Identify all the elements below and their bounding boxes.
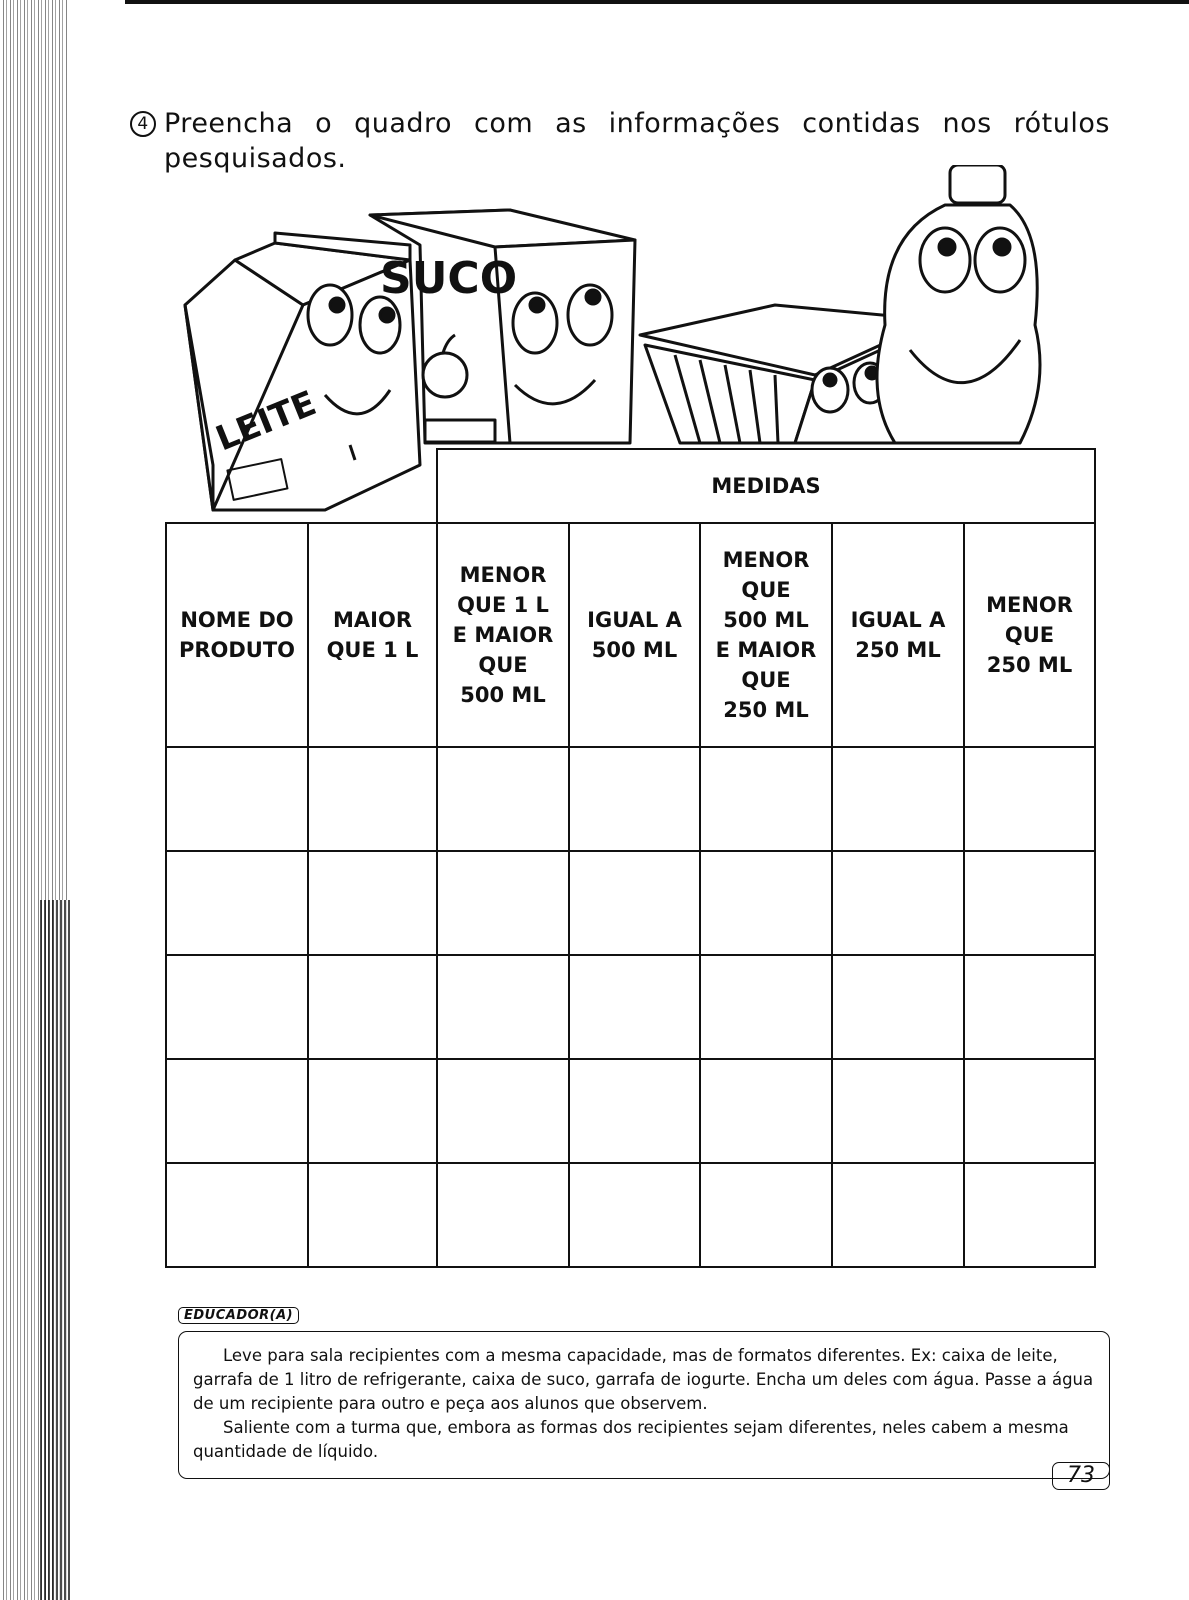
empty-cell[interactable] [437, 851, 569, 955]
empty-cell[interactable] [832, 1059, 964, 1163]
empty-cell[interactable] [832, 851, 964, 955]
col-header-equal-250ml: IGUAL A 250 ML [832, 523, 964, 747]
empty-cell[interactable] [166, 851, 308, 955]
bottle-character [877, 165, 1040, 443]
col-header-product-name: NOME DO PRODUTO [166, 523, 308, 747]
question-word: as [555, 108, 587, 139]
empty-cell[interactable] [308, 851, 437, 955]
empty-cell[interactable] [964, 1059, 1095, 1163]
empty-cell[interactable] [166, 1163, 308, 1267]
col-header-less-250ml: MENOR QUE 250 ML [964, 523, 1095, 747]
educator-paragraph-1: Leve para sala recipientes com a mesma capacidade, mas de formatos diferentes. Ex: caixa de leite, garrafa de 1 litro de refrigerante, caixa de suco, garrafa de iogurte. Encha um deles com água. Passe a água de um recipiente para outro e peça aos alunos que observem. [193, 1346, 1094, 1413]
empty-cell[interactable] [166, 955, 308, 1059]
table-row [166, 747, 1095, 851]
empty-cell[interactable] [964, 955, 1095, 1059]
empty-cell[interactable] [700, 955, 832, 1059]
table-row [166, 1059, 1095, 1163]
empty-cell[interactable] [832, 1163, 964, 1267]
page-number: 73 [1052, 1462, 1110, 1490]
empty-cell[interactable] [832, 747, 964, 851]
blank-corner [166, 449, 437, 523]
educator-paragraph-2: Saliente com a turma que, embora as formas dos recipientes sejam diferentes, neles cabem a mesma quantidade de líquido. [193, 1418, 1069, 1461]
empty-cell[interactable] [437, 955, 569, 1059]
question-word: rótulos [1013, 108, 1110, 139]
empty-cell[interactable] [166, 747, 308, 851]
empty-cell[interactable] [166, 1059, 308, 1163]
empty-cell[interactable] [700, 851, 832, 955]
educator-note [178, 1331, 1110, 1479]
question-word: informações [608, 108, 781, 139]
col-header-greater-1l: MAIOR QUE 1 L [308, 523, 437, 747]
empty-cell[interactable] [569, 851, 700, 955]
empty-cell[interactable] [700, 747, 832, 851]
question-word: quadro [354, 108, 453, 139]
question-line-2: pesquisados. [164, 143, 347, 174]
top-rule [125, 0, 1189, 4]
col-header-between-1l-500ml: MENOR QUE 1 L E MAIOR QUE 500 ML [437, 523, 569, 747]
empty-cell[interactable] [437, 747, 569, 851]
question-word: nos [942, 108, 992, 139]
measurements-table [165, 448, 1096, 1268]
juice-label: SUCO [380, 253, 518, 304]
scan-binding-shadow [40, 900, 70, 1600]
empty-cell[interactable] [308, 955, 437, 1059]
empty-cell[interactable] [832, 955, 964, 1059]
question-word: o [315, 108, 333, 139]
empty-cell[interactable] [437, 1059, 569, 1163]
empty-cell[interactable] [308, 1059, 437, 1163]
table-row [166, 1163, 1095, 1267]
empty-cell[interactable] [308, 747, 437, 851]
milk-label: LEITE [210, 383, 322, 460]
empty-cell[interactable] [700, 1163, 832, 1267]
empty-cell[interactable] [700, 1059, 832, 1163]
empty-cell[interactable] [964, 1163, 1095, 1267]
empty-cell[interactable] [569, 1163, 700, 1267]
empty-cell[interactable] [569, 955, 700, 1059]
empty-cell[interactable] [964, 747, 1095, 851]
medidas-header: MEDIDAS [437, 449, 1095, 523]
empty-cell[interactable] [569, 747, 700, 851]
question-word: Preencha [164, 108, 294, 139]
column-header-row [166, 523, 1095, 747]
question-line-1 [130, 108, 1110, 139]
question-word: com [473, 108, 534, 139]
col-header-between-500ml-250ml: MENOR QUE 500 ML E MAIOR QUE 250 ML [700, 523, 832, 747]
empty-cell[interactable] [569, 1059, 700, 1163]
table-row [166, 955, 1095, 1059]
question-number: 4 [130, 111, 156, 137]
question-word: contidas [802, 108, 921, 139]
educator-tag: EDUCADOR(A) [178, 1307, 299, 1324]
table-row [166, 851, 1095, 955]
empty-cell[interactable] [437, 1163, 569, 1267]
empty-cell[interactable] [308, 1163, 437, 1267]
col-header-equal-500ml: IGUAL A 500 ML [569, 523, 700, 747]
empty-cell[interactable] [964, 851, 1095, 955]
